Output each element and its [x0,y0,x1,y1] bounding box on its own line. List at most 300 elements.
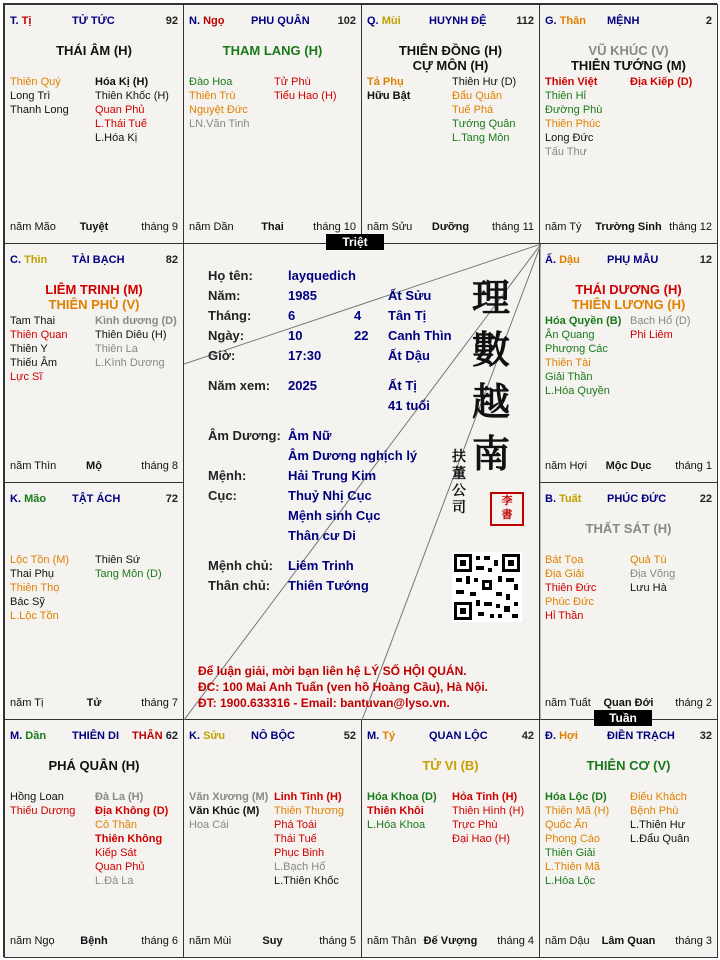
palace-month: tháng 12 [669,221,712,233]
palace-age: 22 [699,493,712,505]
minor-star: Thiên Việt [545,76,598,88]
palace-stage: Dưỡng [431,221,470,233]
palace-header [189,15,356,29]
minor-star: L.Thiên Khốc [274,875,339,887]
palace-stage: Đế Vượng [423,935,478,947]
palace-position [545,15,586,27]
minor-star: Kiếp Sát [95,847,137,859]
minor-star: Thiên Khốc (H) [95,90,169,102]
minor-star: Ân Quang [545,329,595,341]
main-star: THIÊN LƯƠNG (H) [571,297,686,312]
left-star-column [10,75,69,117]
minor-star: Thanh Long [10,104,69,116]
calligraphy-side: 扶 董 公 司 [452,449,466,516]
palace-header [545,493,712,507]
palace-year: năm Tý [545,221,582,233]
minor-star: Thiên Y [10,343,48,355]
minor-star: Thiên Trù [189,90,236,102]
palace-month: tháng 3 [675,935,712,947]
palace-header [10,493,178,507]
palace-branch: Mùi [381,15,401,27]
value-am-duong: Âm Nữ [288,428,332,443]
palace-footer [189,221,356,235]
left-star-column [367,75,410,103]
minor-star: Phục Binh [274,847,325,859]
palace-age: 32 [699,730,712,742]
palace-branch: Tị [21,15,32,27]
main-stars [362,43,539,73]
palace-year: năm Mão [10,221,56,233]
minor-star: Bác Sỹ [10,596,45,608]
minor-star: Thiên Mã (H) [545,805,610,817]
minor-star: Tấu Thư [545,146,588,158]
right-star-column [630,75,692,89]
value-menh-chu: Liêm Trinh [288,558,354,573]
minor-star: Trực Phù [452,819,498,831]
palace-month: tháng 9 [141,221,178,233]
minor-star: Phúc Đức [545,596,594,608]
palace-house-name: QUAN LỘC [429,730,488,742]
minor-star: Thiên Hỉ [545,90,586,102]
right-star-column [95,553,162,581]
main-stars [540,43,717,73]
palace-stem: M. [10,730,23,742]
minor-star: Long Đức [545,132,594,144]
palace-month: tháng 1 [675,460,712,472]
minor-star: Bạch Hổ (D) [630,315,691,327]
palace-year: năm Sửu [367,221,413,233]
red-seal: 李 書 [490,492,524,526]
left-star-column [545,553,596,623]
value-cuc-3: Thân cư Di [288,528,356,543]
palace-branch: Tuất [559,493,582,505]
right-star-column [630,790,689,846]
palace-footer [10,697,178,711]
main-star: THIÊN ĐỒNG (H) [398,43,503,58]
minor-star: Địa Giải [545,568,585,580]
value-ngay: 10 [288,328,303,343]
value-nam-xem-can: Ất Tị [388,378,417,393]
minor-star: L.Thiên Hư [630,819,686,831]
value-thang-can: Tân Tị [388,308,427,323]
palace-position [545,254,580,266]
palace-footer [10,460,178,474]
minor-star: Hóa Lộc (D) [545,791,607,803]
minor-star: Hóa Quyền (B) [545,315,622,327]
minor-star: Tang Môn (D) [95,568,162,580]
minor-star: L.Lộc Tồn [10,610,59,622]
minor-star: Thiên Khôi [367,805,424,817]
palace-stem: K. [189,730,200,742]
contact-line-2: ĐC: 100 Mai Anh Tuấn (ven hồ Hoàng Cầu), Hà Nội. [198,680,489,694]
palace-position [545,493,581,505]
right-star-column [630,553,675,595]
palace-stage: Thai [261,221,284,233]
palace-age: 102 [337,15,356,27]
right-star-column [452,790,524,846]
main-stars [5,43,183,58]
main-stars [540,758,717,773]
value-ngay-can: Canh Thìn [388,328,452,343]
minor-star: Hoa Cái [189,819,229,831]
palace-branch: Mão [24,493,47,505]
palace-footer [10,221,178,235]
palace-hoi[interactable] [539,719,718,958]
value-than-chu: Thiên Tướng [288,578,369,593]
minor-star: Hóa Khoa (D) [367,791,437,803]
palace-house-name: NÔ BỘC [251,730,295,742]
palace-header [545,254,712,268]
minor-star: L.Hóa Khoa [367,819,426,831]
palace-age: 72 [165,493,178,505]
left-star-column [10,314,67,384]
palace-age: 2 [705,15,712,27]
main-star: VŨ KHÚC (V) [588,43,669,58]
minor-star: L.Đà La [95,875,134,887]
birth-info [208,268,458,598]
palace-than[interactable] [539,4,718,244]
value-thang-am: 4 [354,308,362,323]
left-star-column [10,553,69,623]
palace-header [10,254,178,268]
palace-year: năm Hợi [545,460,588,472]
minor-star: Lực Sĩ [10,371,43,383]
minor-star: Linh Tinh (H) [274,791,342,803]
value-cuc: Thuỷ Nhị Cục [288,488,372,503]
palace-header [545,730,712,744]
value-ho-ten: layquedich [288,268,356,283]
palace-year: năm Dậu [545,935,590,947]
right-star-column [274,790,344,888]
minor-star: Long Trì [10,90,51,102]
left-star-column [189,75,250,131]
minor-star: Thiên Sứ [95,554,141,566]
minor-star: L.Hóa Lộc [545,875,596,887]
palace-footer [545,221,712,235]
left-star-column [545,790,609,888]
minor-star: Thiếu Âm [10,357,58,369]
label-am-duong: Âm Dương: [208,428,281,443]
palace-header [189,730,356,744]
minor-star: Quan Phủ [95,861,145,873]
main-stars [184,43,361,58]
tu-vi-chart [3,3,717,957]
main-star: TỬ VI (B) [422,758,479,773]
minor-star: Kình dương (D) [95,315,177,327]
minor-star: Địa Kiếp (D) [630,76,693,88]
main-star: THAM LANG (H) [222,43,323,58]
value-nam-can: Ất Sửu [388,288,432,303]
right-star-column [95,75,169,145]
palace-footer [10,935,178,949]
palace-ty[interactable] [361,719,540,958]
palace-year: năm Dần [189,221,234,233]
palace-header [545,15,712,29]
minor-star: Thiếu Dương [10,805,76,817]
palace-header [367,15,534,29]
minor-star: Phá Toái [274,819,317,831]
value-gio: 17:30 [288,348,322,363]
minor-star: Thiên Hình (H) [452,805,525,817]
palace-stage: Tuyệt [79,221,109,233]
palace-position [189,15,224,27]
main-star: CỰ MÔN (H) [412,58,489,73]
palace-branch: Sửu [203,730,226,742]
palace-footer [545,697,712,711]
palace-month: tháng 5 [319,935,356,947]
minor-star: Thiên Hư (D) [452,76,517,88]
palace-year: năm Mùi [189,935,232,947]
contact-line-3[interactable]: ĐT: 1900.633316 - Email: bantuvan@lyso.vn. [198,696,450,710]
palace-header [10,730,178,744]
palace-stem: Ấ. [545,254,556,266]
main-star: THIÊN TƯỚNG (M) [570,58,687,73]
minor-star: Bệnh Phù [630,805,679,817]
left-star-column [10,790,75,818]
minor-star: L.Bạch Hổ [274,861,326,873]
palace-position [367,15,401,27]
left-star-column [189,790,268,832]
palace-house-name: TẬT ÁCH [72,493,121,505]
palace-house-name: PHÚC ĐỨC [607,493,667,505]
value-gio-can: Ất Dậu [388,348,430,363]
palace-year: năm Thìn [10,460,57,472]
palace-stem: T. [10,15,19,27]
minor-star: Đại Hao (H) [452,833,511,845]
minor-star: Điếu Khách [630,791,687,803]
main-star: THẤT SÁT (H) [585,521,672,536]
minor-star: Quả Tú [630,554,667,566]
palace-stem: G. [545,15,557,27]
palace-header [367,730,534,744]
minor-star: Hữu Bật [367,90,411,102]
palace-position [10,730,46,742]
palace-stage: Suy [262,935,283,947]
palace-year: năm Tuất [545,697,591,709]
minor-star: LN.Văn Tinh [189,118,250,130]
minor-star: Văn Khúc (M) [189,805,260,817]
minor-star: Đào Hoa [189,76,233,88]
minor-star: L.Kình Dương [95,357,165,369]
main-stars [540,282,717,312]
value-tuoi: 41 tuổi [388,398,430,413]
minor-star: Hồng Loan [10,791,64,803]
palace-stage: Bệnh [80,935,108,947]
palace-stage: Mộc Dục [605,460,652,472]
palace-house-name: THIÊN DI [72,730,120,742]
palace-suu[interactable] [183,719,362,958]
palace-dan[interactable] [4,719,184,958]
palace-ti[interactable] [4,4,184,244]
label-gio: Giờ: [208,348,236,363]
palace-position [189,730,225,742]
minor-star: Địa Không (D) [95,805,169,817]
palace-stem: Q. [367,15,379,27]
minor-star: Tam Thai [10,315,56,327]
minor-star: Đẩu Quân [452,90,503,102]
minor-star: Thiên Thương [274,805,345,817]
minor-star: Đà La (H) [95,791,144,803]
palace-house-name: PHỤ MẪU [607,254,659,266]
palace-mui[interactable] [361,4,540,244]
right-star-column [452,75,516,145]
palace-ngo[interactable] [183,4,362,244]
palace-position [10,493,46,505]
minor-star: Thiên Thọ [10,582,60,594]
minor-star: Thiên La [95,343,138,355]
label-thang: Tháng: [208,308,252,323]
main-star: PHÁ QUÂN (H) [48,758,140,773]
qr-code[interactable] [452,552,522,622]
palace-stem: N. [189,15,200,27]
palace-position [545,730,578,742]
minor-star: Quốc Ấn [545,819,588,831]
value-thang: 6 [288,308,296,323]
minor-star: Địa Võng [630,568,676,580]
label-menh-chu: Mệnh chủ: [208,558,273,573]
minor-star: Cô Thần [95,819,137,831]
main-star: THÁI DƯƠNG (H) [575,282,682,297]
minor-star: Thiên Đức [545,582,597,594]
right-star-column [95,314,177,370]
main-star: THÁI ÂM (H) [56,43,132,58]
main-stars [5,282,183,312]
minor-star: Phong Cáo [545,833,601,845]
palace-house-name: PHU QUÂN [251,15,310,27]
palace-position [10,15,31,27]
palace-footer [189,935,356,949]
main-stars [5,758,183,773]
minor-star: Hỉ Thần [545,610,584,622]
minor-star: L.Hóa Quyền [545,385,610,397]
minor-star: Hóa Kị (H) [95,76,149,88]
palace-year: năm Thân [367,935,417,947]
minor-star: Tiểu Hao (H) [274,90,337,102]
main-star: THIÊN PHỦ (V) [48,297,140,312]
palace-stem: Đ. [545,730,556,742]
palace-header [10,15,178,29]
minor-star: Nguyệt Đức [189,104,248,116]
minor-star: Văn Xương (M) [189,791,269,803]
palace-branch: Thìn [24,254,48,266]
palace-month: tháng 2 [675,697,712,709]
minor-star: Tử Phù [274,76,311,88]
palace-month: tháng 10 [313,221,356,233]
palace-thin[interactable] [4,243,184,483]
palace-house-name: TỬ TỨC [72,15,115,27]
main-star: THIÊN CƠ (V) [586,758,671,773]
minor-star: Thiên Phúc [545,118,601,130]
palace-stem: B. [545,493,556,505]
minor-star: Lộc Tồn (M) [10,554,70,566]
palace-age: 112 [516,15,534,27]
palace-footer [545,460,712,474]
minor-star: Thiên Quan [10,329,68,341]
palace-tuat[interactable] [539,482,718,720]
right-star-column [274,75,337,103]
palace-dau[interactable] [539,243,718,483]
palace-stage: Lâm Quan [601,935,656,947]
value-ngay-am: 22 [354,328,369,343]
palace-stage: Trường Sinh [595,221,662,233]
minor-star: L.Hóa Kị [95,132,138,144]
value-nam-xem: 2025 [288,378,317,393]
palace-month: tháng 6 [141,935,178,947]
palace-house-name: TÀI BẠCH [72,254,125,266]
value-nam: 1985 [288,288,317,303]
label-than-chu: Thân chủ: [208,578,271,593]
palace-year: năm Tị [10,697,44,709]
tuan-tag: Tuần [594,710,652,726]
palace-house-name: ĐIỀN TRẠCH [607,730,675,742]
palace-stem: C. [10,254,21,266]
minor-star: Lưu Hà [630,582,667,594]
minor-star: Tả Phụ [367,76,404,88]
minor-star: Tuế Phá [452,104,494,116]
minor-star: Giải Thần [545,371,593,383]
minor-star: Quan Phủ [95,104,145,116]
palace-stem: M. [367,730,380,742]
palace-age: 42 [521,730,534,742]
palace-month: tháng 8 [141,460,178,472]
minor-star: L.Tang Môn [452,132,510,144]
label-menh: Mệnh: [208,468,247,483]
label-cuc: Cục: [208,488,237,503]
palace-branch: Hợi [559,730,578,742]
label-ho-ten: Họ tên: [208,268,253,283]
palace-stage: Mộ [86,460,102,472]
right-star-column [95,790,168,888]
contact-line-1: Để luận giải, mời bạn liên hệ LÝ SỐ HỘI QUÁN. [198,664,467,678]
palace-age: 12 [699,254,712,266]
palace-age: 62 [165,730,178,742]
palace-branch: Dậu [559,254,580,266]
palace-month: tháng 11 [491,221,534,233]
palace-position [367,730,395,742]
left-star-column [545,75,602,159]
palace-stem: K. [10,493,21,505]
minor-star: L.Thái Tuế [95,118,147,130]
minor-star: Thái Tuế [274,833,317,845]
main-stars [540,521,717,536]
triet-tag: Triệt [326,234,384,250]
value-cuc-2: Mệnh sinh Cục [288,508,381,523]
palace-stage: Quan Đới [603,697,654,709]
palace-branch: Tý [382,730,396,742]
palace-branch: Dần [25,730,47,742]
palace-age: 82 [165,254,178,266]
palace-month: tháng 4 [497,935,534,947]
minor-star: Thiên Không [95,833,163,845]
right-star-column [630,314,691,342]
minor-star: Thiên Quý [10,76,61,88]
label-nam: Năm: [208,288,241,303]
palace-footer [545,935,712,949]
label-ngay: Ngày: [208,328,245,343]
palace-branch: Thân [559,15,586,27]
minor-star: Phi Liêm [630,329,673,341]
palace-age: 92 [165,15,178,27]
palace-mao[interactable] [4,482,184,720]
minor-star: Phượng Các [545,343,608,355]
minor-star: Tướng Quân [452,118,516,130]
main-star: LIÊM TRINH (M) [45,282,143,297]
main-stars [362,758,539,773]
palace-stage: Tử [86,697,102,709]
minor-star: Hỏa Tinh (H) [452,791,518,803]
calligraphy-logo: 理 數 越 南 [472,275,511,476]
palace-branch: Ngọ [203,15,225,27]
